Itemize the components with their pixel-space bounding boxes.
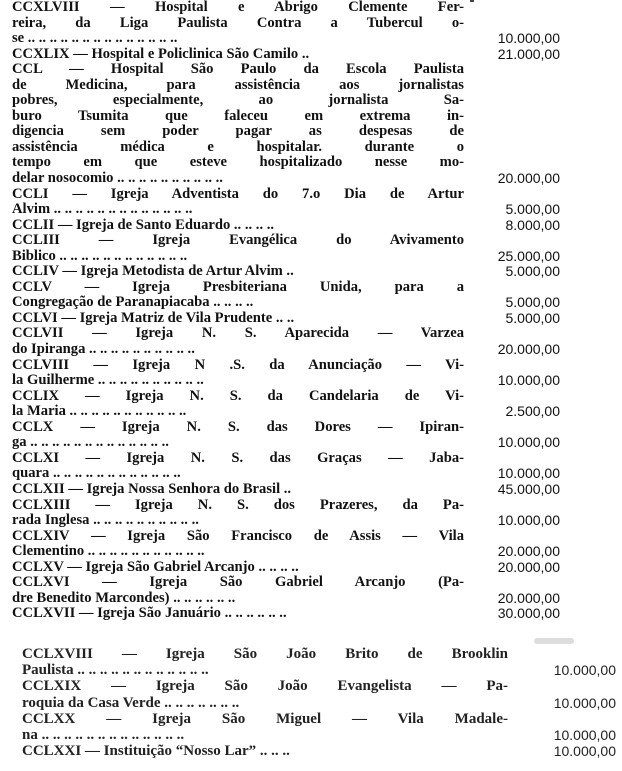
entry-line: CCLXIV — Igreja São Francisco de Assis — Vila [12,528,464,544]
donation-entry [12,420,560,451]
entry-amount: 10.000,00 [497,434,560,451]
donation-entry [12,264,560,280]
entry-amount: 8.000,00 [505,216,560,233]
entry-amount: 5.000,00 [505,309,560,326]
entry-description [12,529,472,560]
entry-description [22,678,516,710]
entry-description [12,62,472,186]
entry-amount: 10.000,00 [553,694,616,711]
entry-amount: 20.000,00 [497,589,560,606]
donation-entry [22,646,616,678]
entry-line: CCLXXI — Instituição “Nosso Lar” .. .. .. [22,743,290,760]
entry-line: CCXLVIII — Hospital e Abrigo Clemente Fer- [12,0,464,15]
entry-amount: 10.000,00 [553,662,616,679]
entry-amount: 10.000,00 [497,372,560,389]
entry-line: CCLXV — Igreja São Gabriel Arcanjo .. .. .. .. [12,559,299,575]
entry-amount: 10.000,00 [497,30,560,47]
entry-line: na .. .. .. .. .. .. .. .. .. .. .. .. .. [22,727,185,744]
entry-line: CCLX — Igreja N. S. das Dores — Ipiran- [12,419,464,435]
entry-line: CCLVII — Igreja N. S. Aparecida — Varzea [12,326,464,342]
entry-line: de Medicina, para assistência aos jornalistas [12,77,464,93]
entry-description [12,560,472,576]
donation-entry [12,280,560,311]
entry-line: pobres, especialmente, ao jornalista Sa- [12,93,464,109]
entry-amount: 5.000,00 [505,263,560,280]
donation-entry [12,560,560,576]
entry-amount: 20.000,00 [497,170,560,187]
entry-line: CCLXIX — Igreja São João Evangelista — Pa- [22,678,508,695]
entry-description [12,187,472,218]
entry-line: CCLXI — Igreja N. S. das Graças — Jaba- [12,450,464,466]
print-smudge [534,638,574,644]
entry-line: rada Inglesa .. .. .. .. .. .. .. .. .. .. [12,513,199,529]
entry-line: CCLII — Igreja de Santo Eduardo .. .. .. .. [12,217,275,233]
entry-description [12,606,472,622]
donation-entry [12,575,560,606]
entry-amount: 21.000,00 [497,45,560,62]
entry-line: reira, da Liga Paulista Contra a Tubercul o- [12,15,464,31]
entry-line: CCLV — Igreja Presbiteriana Unida, para a [12,279,464,295]
entry-line: do Ipiranga .. .. .. .. .. .. .. .. .. .. [12,342,195,358]
entry-line: roquia da Casa Verde .. .. .. .. .. .. .. [22,694,240,711]
entry-line: la Guilherme .. .. .. .. .. .. .. .. .. .. [12,373,204,389]
entry-line: Clementino .. .. .. .. .. .. .. .. .. .. .. [12,544,205,560]
entry-line: CCLI — Igreja Adventista do 7.o Dia de Artur [12,186,464,202]
entry-line: CCLIX — Igreja N. S. da Candelaria de Vi- [12,388,464,404]
donation-entry [22,678,616,710]
entry-amount: 10.000,00 [497,465,560,482]
entry-description [12,451,472,482]
donation-entry [12,389,560,420]
entry-line: se .. .. .. .. .. .. .. .. .. .. .. .. .. .. [12,31,178,47]
entry-line: buro Tsumita que faleceu em extrema in- [12,108,464,124]
entry-description [12,218,472,234]
donation-entry [12,47,560,63]
entry-description [12,264,472,280]
entry-description [12,326,472,357]
entry-description [12,498,472,529]
entry-line: digencia sem poder pagar as despesas de [12,124,464,140]
entry-description [22,711,516,743]
entry-description [12,0,472,47]
entry-line: CCLVI — Igreja Matriz de Vila Prudente .. .. [12,310,295,326]
donation-entry [12,358,560,389]
entry-line: Biblico .. .. .. .. .. .. .. .. .. .. .. .. [12,248,188,264]
entry-line: dre Benedito Marcondes) .. .. .. .. .. .. [12,590,236,606]
entry-line: CCL — Hospital São Paulo da Escola Paulista [12,62,464,78]
entry-line: Alvim .. .. .. .. .. .. .. .. .. .. .. .. .. [12,202,193,218]
entry-amount: 10.000,00 [553,743,616,760]
entry-line: la Maria .. .. .. .. .. .. .. .. .. .. .. [12,404,187,420]
donation-list-lower [22,646,616,759]
entry-line: CCLXX — Igreja São Miguel — Vila Madale- [22,710,508,727]
donation-entry [12,233,560,264]
entry-amount: 20.000,00 [497,558,560,575]
entry-amount: 10.000,00 [497,512,560,529]
donation-entry [22,711,616,743]
entry-amount: 5.000,00 [505,294,560,311]
entry-amount: 10.000,00 [553,727,616,744]
donation-entry [12,529,560,560]
entry-description [12,311,472,327]
entry-description [12,389,472,420]
entry-line: CCLXVIII — Igreja São João Brito de Brooklin [22,646,508,662]
entry-amount: 45.000,00 [497,480,560,497]
entry-line: CCLXIII — Igreja N. S. dos Prazeres, da Pa- [12,497,464,513]
entry-amount: 2.500,00 [505,403,560,420]
entry-line: ga .. .. .. .. .. .. .. .. .. .. .. .. .. [12,435,169,451]
entry-description [12,420,472,451]
entry-line: CCLVIII — Igreja N .S. da Anunciação — Vi- [12,357,464,373]
donation-entry [12,62,560,186]
donation-entry [22,743,616,759]
entry-line: assistência médica e hospitalar. durante o [12,139,464,155]
entry-line: CCLIII — Igreja Evangélica do Avivamento [12,233,464,249]
donation-entry [12,0,560,47]
entry-amount: 25.000,00 [497,247,560,264]
entry-description [12,482,472,498]
donation-entry [12,311,560,327]
entry-description [22,646,516,678]
entry-amount: 5.000,00 [505,201,560,218]
donation-entry [12,482,560,498]
donation-entry [12,187,560,218]
entry-description [12,47,472,63]
entry-line: delar nosocomio .. .. .. .. .. .. .. .. .. .. [12,171,223,187]
donation-entry [12,218,560,234]
entry-line: CCLXII — Igreja Nossa Senhora do Brasil .. [12,481,292,497]
entry-line: CCLIV — Igreja Metodista de Artur Alvim .. [12,264,294,280]
entry-line: CCXLIX — Hospital e Policlinica São Camilo .. [12,46,310,62]
donation-entry [12,326,560,357]
donation-entry [12,498,560,529]
entry-line: CCLXVII — Igreja São Januário .. .. .. .. .. .. [12,606,287,622]
entry-line: Paulista .. .. .. .. .. .. .. .. .. .. .. .. [22,662,209,679]
entry-description [12,280,472,311]
donation-entry [12,451,560,482]
donation-entry [12,606,560,622]
donation-list-upper [12,0,560,622]
entry-amount: 20.000,00 [497,543,560,560]
entry-line: CCLXVI — Igreja São Gabriel Arcanjo (Pa- [12,575,464,591]
entry-line: quara .. .. .. .. .. .. .. .. .. .. .. .. [12,466,181,482]
entry-description [22,743,516,759]
entry-description [12,358,472,389]
entry-line: tempo em que esteve hospitalizado nesse mo- [12,155,464,171]
entry-description [12,575,472,606]
entry-line: Congregação de Paranapiacaba .. .. .. .. [12,295,254,311]
entry-description [12,233,472,264]
entry-amount: 20.000,00 [497,341,560,358]
entry-amount: 30.000,00 [497,605,560,622]
